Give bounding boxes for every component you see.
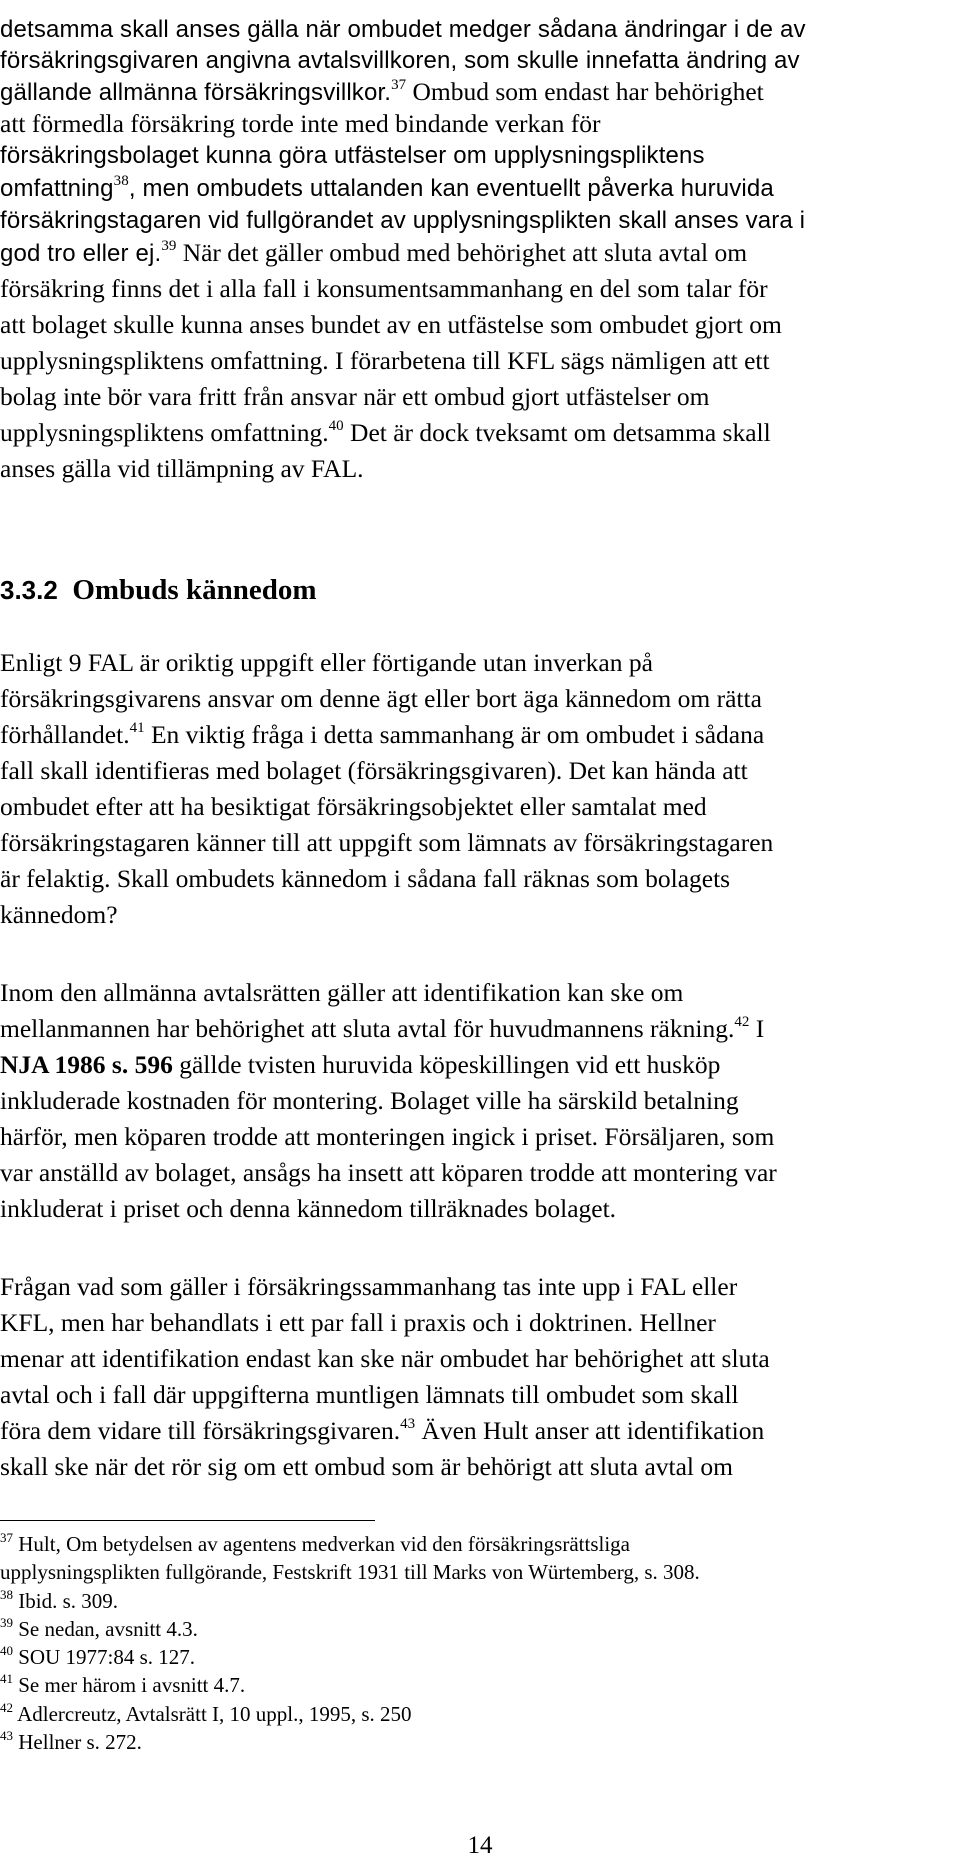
footnote-42: $^{42}$ Adlercreutz, Avtalsrätt I, 10 uppl., 1995, s. 250: [0, 1699, 412, 1726]
paragraph-1-line: försäkring finns det i alla fall i konsumentsammanhang en del som talar för: [0, 274, 768, 303]
footnote-41: $^{41}$ Se mer härom i avsnitt 4.7.: [0, 1671, 246, 1698]
section-title: Ombuds kännedom: [72, 574, 317, 606]
paragraph-1-line: att förmedla försäkring torde inte med bindande verkan för: [0, 109, 601, 138]
paragraph-3-line: Inom den allmänna avtalsrätten gäller att identifikation kan ske om: [0, 978, 684, 1007]
footnote-ref[interactable]: 43: [400, 1415, 416, 1432]
paragraph-4-line: Frågan vad som gäller i försäkringssammanhang tas inte upp i FAL eller: [0, 1272, 738, 1301]
paragraph-2-line: försäkringstagaren känner till att uppgift som lämnats av försäkringstagaren: [0, 828, 774, 857]
paragraph-1-line: detsamma skall anses gälla när ombudet medger sådana ändringar i de av: [0, 16, 806, 43]
paragraph-1-line: gällande allmänna försäkringsvillkor.$^{37}$ Ombud som endast har behörighet: [0, 76, 764, 106]
paragraph-2-line: ombudet efter att ha besiktigat försäkringsobjektet eller samtalat med: [0, 792, 707, 821]
footnote-ref[interactable]: 42: [734, 1013, 750, 1030]
paragraph-1-line: upplysningspliktens omfattning. I förarbetena till KFL sägs nämligen att ett: [0, 346, 770, 375]
section-number: 3.3.2: [0, 575, 58, 605]
paragraph-1-line: god tro eller ej.$^{39}$ När det gäller ombud med behörighet att sluta avtal om: [0, 237, 748, 267]
paragraph-4-line: skall ske när det rör sig om ett ombud som är behörigt att sluta avtal om: [0, 1452, 733, 1481]
paragraph-1-line: försäkringsgivaren angivna avtalsvillkoren, som skulle innefatta ändring av: [0, 47, 800, 74]
footnote-39: $^{39}$ Se nedan, avsnitt 4.3.: [0, 1614, 198, 1641]
paragraph-2-line: försäkringsgivarens ansvar om denne ägt eller bort äga kännedom om rätta: [0, 684, 762, 713]
paragraph-2-line: Enligt 9 FAL är oriktig uppgift eller förtigande utan inverkan på: [0, 648, 653, 677]
paragraph-1-line: bolag inte bör vara fritt från ansvar när ett ombud gjort utfästelser om: [0, 382, 710, 411]
paragraph-1-line: upplysningspliktens omfattning.$^{40}$ Det är dock tveksamt om detsamma skall: [0, 417, 771, 447]
paragraph-1-line: anses gälla vid tillämpning av FAL.: [0, 454, 364, 483]
footnote-separator: [0, 1520, 375, 1521]
paragraph-4-line: föra dem vidare till försäkringsgivaren.$^{43}$ Även Hult anser att identifikation: [0, 1415, 765, 1445]
section-heading: [0, 572, 317, 608]
paragraph-3-line: NJA 1986 s. 596 gällde tvisten huruvida köpeskillingen vid ett husköp: [0, 1050, 721, 1079]
footnote-ref[interactable]: 40: [328, 417, 344, 434]
footnote-37-cont: upplysningsplikten fullgörande, Festskrift 1931 till Marks von Würtemberg, s. 308.: [0, 1560, 700, 1585]
paragraph-2-line: kännedom?: [0, 900, 118, 929]
paragraph-4-line: KFL, men har behandlats i ett par fall i praxis och i doktrinen. Hellner: [0, 1308, 716, 1337]
paragraph-2-line: förhållandet.$^{41}$ En viktig fråga i detta sammanhang är om ombudet i sådana: [0, 719, 765, 749]
footnote-ref[interactable]: 38: [113, 172, 129, 189]
paragraph-3-line: inkluderade kostnaden för montering. Bolaget ville ha särskild betalning: [0, 1086, 739, 1115]
paragraph-2-line: är felaktig. Skall ombudets kännedom i sådana fall räknas som bolagets: [0, 864, 731, 893]
paragraph-4-line: avtal och i fall där uppgifterna muntligen lämnats till ombudet som skall: [0, 1380, 739, 1409]
paragraph-4-line: menar att identifikation endast kan ske när ombudet har behörighet att sluta: [0, 1344, 770, 1373]
case-reference: NJA 1986 s. 596: [0, 1050, 173, 1079]
footnote-40: $^{40}$ SOU 1977:84 s. 127.: [0, 1643, 196, 1670]
page-number: 14: [467, 1832, 493, 1859]
footnotes: [0, 1530, 700, 1756]
paragraph-3-line: var anställd av bolaget, ansågs ha insett att köparen trodde att montering var: [0, 1158, 777, 1187]
footnote-ref[interactable]: 41: [129, 719, 145, 736]
paragraph-3-line: härför, men köparen trodde att monteringen ingick i priset. Försäljaren, som: [0, 1122, 775, 1151]
paragraph-3-line: mellanmannen har behörighet att sluta avtal för huvudmannens räkning.$^{42}$ I: [0, 1013, 765, 1043]
footnote-38: $^{38}$ Ibid. s. 309.: [0, 1586, 118, 1613]
footnote-ref[interactable]: 39: [161, 237, 177, 254]
paragraph-1-line: försäkringstagaren vid fullgörandet av upplysningsplikten skall anses vara i: [0, 207, 806, 234]
paragraph-3-line: inkluderat i priset och denna kännedom tillräknades bolaget.: [0, 1194, 617, 1223]
footnote-43: $^{43}$ Hellner s. 272.: [0, 1727, 142, 1755]
footnote-37: $^{37}$ Hult, Om betydelsen av agentens medverkan vid den försäkringsrättsliga: [0, 1529, 630, 1556]
paragraph-2-line: fall skall identifieras med bolaget (försäkringsgivaren). Det kan hända att: [0, 756, 748, 785]
paragraph-1-line: att bolaget skulle kunna anses bundet av en utfästelse som ombudet gjort om: [0, 310, 782, 339]
paragraph-1-line: försäkringsbolaget kunna göra utfästelser om upplysningspliktens: [0, 142, 705, 169]
paragraph-1-line: omfattning$^{38}$, men ombudets uttalanden kan eventuellt påverka huruvida: [0, 172, 774, 202]
footnote-ref[interactable]: 37: [391, 76, 407, 93]
